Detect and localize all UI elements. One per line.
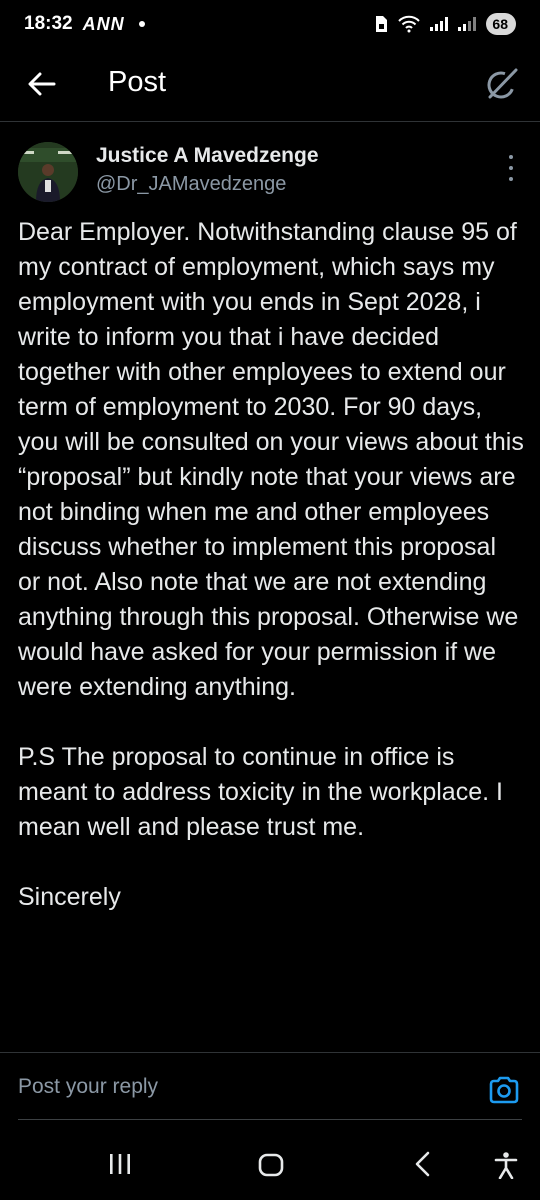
back-button[interactable] — [26, 68, 58, 100]
status-right — [374, 13, 516, 35]
post-body: Dear Employer. Notwithstanding clause 95 of my contract of employment, which says my employment with you ends in Sept 2028, i write to inform you that i have decided together with other employees to extend our term of employment to 2030. For 90 days, you will be consulted on your views about this “proposal” but kindly note that your views are not binding when me and other employees discuss whether to implement this proposal or not. Also note that we are not extending anything through this proposal. Otherwise we would have asked for your permission if we were extending anything. P.S The proposal to continue in office is meant to address toxicity in the workplace. I mean well and please trust me. Sincerely — [18, 218, 524, 911]
avatar[interactable] — [18, 142, 78, 202]
status-left — [24, 13, 145, 35]
battery-icon — [486, 13, 516, 35]
notification-icons: ANN — [82, 13, 125, 34]
home-icon[interactable] — [258, 1153, 284, 1177]
battery-level: 68 — [492, 16, 508, 32]
author-handle[interactable]: @Dr_JAMavedzenge — [96, 173, 287, 195]
app-header — [0, 48, 540, 122]
page-title: Post — [108, 66, 167, 98]
reply-input[interactable] — [18, 1075, 458, 1099]
reply-divider — [18, 1119, 522, 1120]
chevron-left-icon[interactable] — [412, 1151, 434, 1177]
status-bar — [0, 0, 540, 48]
reply-bar — [0, 1052, 540, 1120]
system-nav-bar — [0, 1125, 540, 1200]
more-options-button[interactable] — [506, 155, 516, 181]
avatar-image — [18, 142, 78, 202]
sim-icon — [374, 15, 388, 33]
wifi-icon — [398, 15, 420, 33]
more-vertical-icon-dot — [509, 177, 513, 181]
author-name[interactable]: Justice A Mavedzenge — [96, 144, 319, 167]
accessibility-icon[interactable] — [494, 1151, 518, 1179]
more-notifications-dot — [139, 21, 145, 27]
arrow-left-icon — [28, 72, 56, 96]
recent-apps-icon[interactable] — [107, 1153, 133, 1175]
camera-icon[interactable] — [488, 1075, 520, 1105]
grok-icon[interactable] — [484, 66, 520, 102]
signal-icon-2 — [458, 17, 476, 31]
signal-icon-1 — [430, 17, 448, 31]
status-time: 18:32 — [24, 13, 73, 34]
more-vertical-icon-dot — [509, 155, 513, 159]
more-vertical-icon-dot — [509, 166, 513, 170]
